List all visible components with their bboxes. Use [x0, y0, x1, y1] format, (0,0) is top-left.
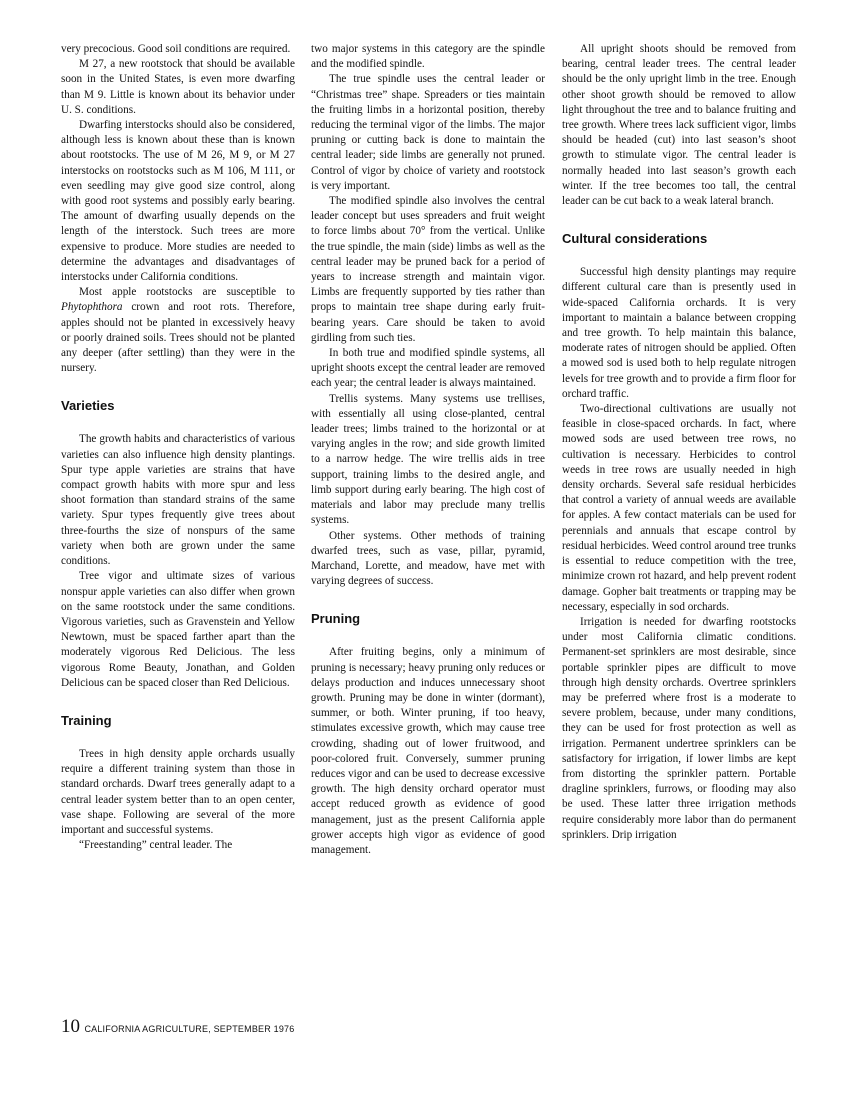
section-heading-pruning: Pruning	[311, 611, 361, 627]
column-2	[311, 42, 545, 858]
section-heading-training: Training	[61, 712, 112, 728]
paragraph: The growth habits and characteristics of various varieties can also influence high density plantings. Spur type apple varieties are strains that have compact growth habits with more spur and less shoot formation than standard strains of the same variety. Spur types frequently give trees about three-fourths the size of nonspurs of the same variety when both are grown under the same conditions.	[61, 433, 295, 568]
paragraph: Other systems. Other methods of training dwarfed trees, such as vase, pillar, pyramid, Marchand, Lorette, and meadow, have met with varying degrees of success.	[311, 529, 545, 588]
publication-line: CALIFORNIA AGRICULTURE, SEPTEMBER 1976	[84, 1024, 295, 1034]
paragraph: two major systems in this category are the spindle and the modified spindle.	[311, 43, 545, 71]
paragraph: Dwarfing interstocks should also be considered, although less is known about these than is known about rootstocks. The use of M 26, M 9, or M 27 interstocks on rootstocks such as M 106, M 111, or even seedling may give good size control, along with good root systems and possibly early bearing. The amount of dwarfing usually depends on the length of the interstock. Such trees are more expensive to produce. More studies are needed to determine the advantages and disadvantages of interstocks under California conditions.	[61, 119, 295, 284]
paragraph: After fruiting begins, only a minimum of pruning is necessary; heavy pruning only reduces or delays production and induces unnecessary shoot growth. Pruning may be done in winter (dormant), summer, or both. Winter pruning, if too heavy, stimulates excessive growth, which may cause tree crowding, shading out of lower fruitwood, and poor-colored fruit. Conversely, summer pruning reduces vigor and can be used to decrease excessive growth. The high density orchard operator must accept reduced growth as evidence of good management, just as the present California apple grower accepts high vigor as evidence of good management.	[311, 646, 545, 856]
paragraph: Irrigation is needed for dwarfing rootstocks under most California climatic conditions. Permanent-set sprinklers are most desirable, since portable sprinkler pipes are difficult to move through high density orchards. Overtree sprinklers may be preferred where frost is a moderate to severe problem, because, under many conditions, they can be used for frost protection as well as irrigation. Permanent undertree sprinklers can be satisfactory for irrigation, if lower limbs are kept from distorting the sprinkler pattern. Portable dragline sprinklers, furrows, or flooding may also be used. These latter three irrigation methods require considerably more labor than do permanent sprinklers. Drip irrigation	[562, 615, 796, 841]
text-run: Most apple rootstocks are susceptible to	[79, 286, 295, 299]
column-1	[61, 42, 295, 853]
paragraph: The true spindle uses the central leader or “Christmas tree” shape. Spreaders or ties maintain the fruiting limbs in a horizontal position, thereby reducing the terminal vigor of the limbs. The major pruning or cutting back is done to maintain the central leader; side limbs are generally not pruned. Control of vigor by choice of variety and rootstock is very important.	[311, 73, 545, 192]
paragraph: In both true and modified spindle systems, all upright shoots except the central leader are removed each year; the central leader is always maintained.	[311, 347, 545, 390]
page-footer	[61, 1016, 294, 1038]
paragraph: The modified spindle also involves the central leader concept but uses spreaders and fruit weight to force limbs about 70° from the vertical. Unlike the true spindle, the main (side) limbs as well as the central leader may be pruned back for a period of years to increase strength and maintain vigor. Limbs are frequently supported by ties rather than props to maintain tree shape during early fruit-bearing years. Care should be taken to avoid girdling from such ties.	[311, 195, 545, 344]
paragraph: “Freestanding” central leader. The	[79, 839, 233, 852]
section-heading-cultural-considerations: Cultural considerations	[562, 231, 708, 247]
paragraph: very precocious. Good soil conditions are required.	[61, 43, 291, 55]
paragraph: Tree vigor and ultimate sizes of various nonspur apple varieties can also differ when grown on the same rootstock under the same conditions. Vigorous varieties, such as Gravenstein and Yellow Newtown, must be spaced farther apart than the moderately vigorous Red Delicious. The less vigorous Rome Beauty, Jonathan, and Golden Delicious can be spaced closer than Red Delicious.	[61, 570, 295, 689]
paragraph: M 27, a new rootstock that should be available soon in the United States, is even more dwarfing than M 9. Little is known about its behavior under U. S. conditions.	[61, 58, 295, 116]
column-3	[562, 42, 796, 843]
italic-term: Phytophthora	[61, 301, 123, 314]
paragraph: Two-directional cultivations are usually not feasible in close-spaced orchards. In fact, where mowed sods are used between tree rows, no cultivation is necessary. Herbicides to control weeds in tree rows are usually needed in high density orchards. Several safe residual herbicides that control a variety of annual weeds are available for apples. A few contact materials can be used for perennials and annuals that escape control by residual herbicides. Weed control around tree trunks is essential to reduce competition with the tree, minimize crown rot hazard, and help prevent rodent damage. Gopher bait treatments or trapping may be necessary, especially in sod orchards.	[562, 403, 796, 613]
text-run: crown and root rots. Therefore, apples should not be planted in excessively heavy or poorly drained soils. Trees should not be planted any deeper (after settling) than they were in the nursery.	[61, 301, 295, 375]
paragraph: Successful high density plantings may require different cultural care than is presently used in wide-spaced California orchards. It is very important to maintain a balance between cropping and tree growth. To help maintain this balance, moderate rates of nitrogen should be applied. Often a mowed sod is used both to help regulate nitrogen levels for tree growth and to provide a firm floor for orchard traffic.	[562, 266, 796, 400]
paragraph: Trellis systems. Many systems use trellises, with essentially all using close-planted, central leader trees; limbs trained to the horizontal or at varying angles in the row; and side growth limited to a narrow hedge. The wire trellis aids in tree support, training limbs to the desired angle, and limb support during early bearing. The high cost of materials and labor may preclude many trellis systems.	[311, 392, 545, 527]
paragraph: Trees in high density apple orchards usually require a different training system than those in standard orchards. Dwarf trees generally adapt to a central leader system better than to an open center, vase shape. Following are several of the more important and successful systems.	[61, 747, 295, 836]
paragraph: All upright shoots should be removed from bearing, central leader trees. The central leader should be the only upright limb in the tree. Enough other shoot growth should be removed to allow light throughout the tree and to balance fruiting and tree growth. Where trees lack sufficient vigor, limbs should be headed (cut) into last season’s shoot growth to stimulate vigor. The central leader is normally headed into last season’s growth each winter. If the tree becomes too tall, the central leader can be cut back to a weak lateral branch.	[562, 43, 796, 208]
paragraph	[61, 285, 295, 376]
section-heading-varieties: Varieties	[61, 398, 115, 414]
page-number: 10	[61, 1016, 80, 1037]
